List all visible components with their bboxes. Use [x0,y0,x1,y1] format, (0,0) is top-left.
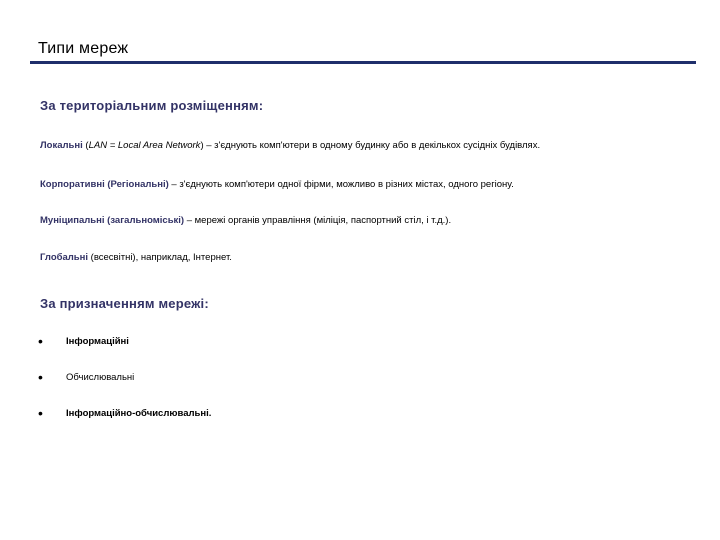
page-title: Типи мереж [38,40,129,57]
local-abbreviation: LAN = Local Area Network [88,140,201,151]
territorial-heading: За територіальним розміщенням: [40,98,264,113]
bullet-icon: • [38,405,43,421]
municipal-description: – мережі органів управління (міліція, паспортний стіл, і т.д.). [184,215,452,226]
term-local: Локальні [40,140,83,151]
purpose-item-info-computational: Інформаційно-обчислювальні. [66,408,212,419]
bullet-icon: • [38,333,43,349]
global-description: (всесвітні), наприклад, Інтернет. [88,252,232,263]
purpose-item-informational: Інформаційні [66,336,129,347]
bullet-icon: • [38,369,43,385]
local-open-paren: ( [82,140,89,151]
local-description: ) – з'єднують комп'ютери в одному будинку або в декількох сусідніх будівлях. [200,140,541,151]
term-municipal: Муніципальні (загальноміські) [40,215,185,226]
term-corporate: Корпоративні (Регіональні) [40,179,169,190]
territorial-item-global [40,252,232,263]
purpose-item-computational: Обчислювальні [66,372,135,383]
territorial-item-local [40,140,540,151]
purpose-heading: За призначенням мережі: [40,296,209,311]
territorial-item-municipal [40,215,451,226]
term-global: Глобальні [40,252,89,263]
title-divider [30,61,696,64]
territorial-item-corporate [40,179,514,190]
corporate-description: – з'єднують комп'ютери одної фірми, можливо в різних містах, одного регіону. [168,179,514,190]
